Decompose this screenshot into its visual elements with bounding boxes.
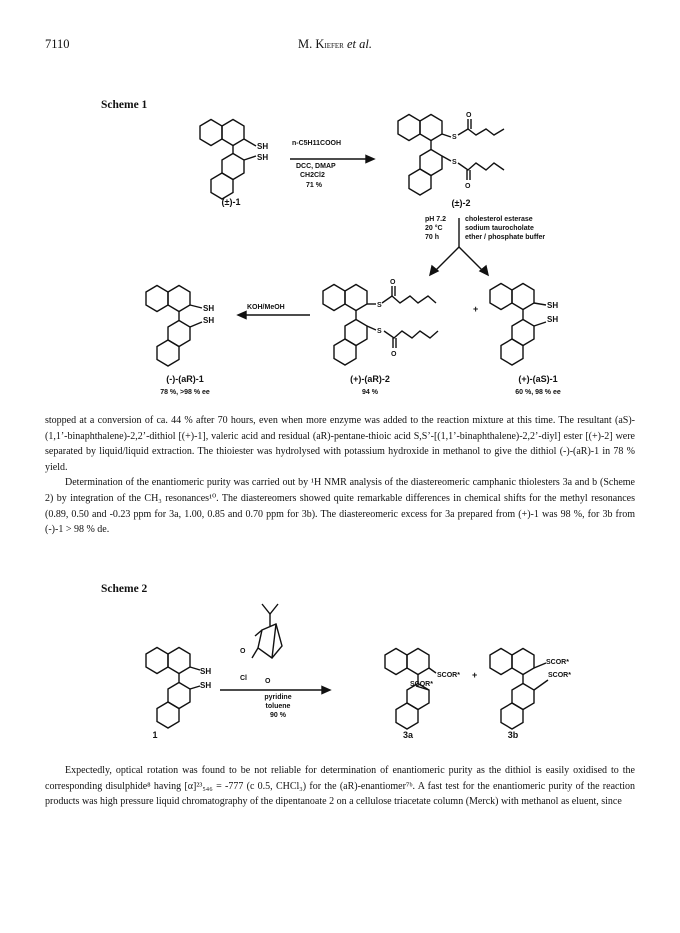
condition-temp: 20 °C (425, 225, 443, 232)
scheme2-drawing (0, 590, 680, 770)
condition-solvent: toluene (265, 703, 291, 710)
sh-label: SH (203, 316, 215, 325)
text-block-2 (45, 763, 635, 810)
hydrolysis-reagent: KOH/MeOH (247, 304, 285, 311)
sh-label: SH (257, 142, 269, 151)
compound-label-3b: 3b (507, 730, 519, 740)
camphanic-thioester-3a-structure (385, 649, 436, 730)
reagent-line1: n-C5H11COOH (292, 140, 342, 147)
reagent-line2: DCC, DMAP (296, 163, 336, 170)
condition-enzyme: cholesterol esterase (465, 216, 533, 223)
oxygen-label: O (466, 112, 472, 119)
running-title-small-caps: iefer (324, 40, 344, 51)
paragraph-1: stopped at a conversion of ca. 44 % after 70 hours, even when more enzyme was added to the reaction mixture at this time. The resultant (aS)-(1,1’-binaphthalene)-2,2’-dithiol [(+)-1], valeric acid and residual (aR)-pentane-thioic acid S,S’-[(1,1’-binaphthalene)-2,2’-diyl] ester [(+)-2] were separated by liquid/liquid extraction. The thioiester was hydrolysed with potassium hydroxide in methanol to give the dithiol (-)-(aR)-1 in 78 % yield. (45, 415, 635, 473)
sh-label: SH (257, 153, 269, 162)
reaction-yield: 71 % (306, 182, 322, 189)
oxygen-label: O (240, 648, 246, 655)
product-label-aR-ester: (+)-(aR)-2 (350, 374, 390, 384)
product-note-aS-dithiol: 60 %, 98 % ee (515, 389, 561, 396)
scheme1-drawing (0, 0, 680, 400)
scor-label: SCOR* (410, 681, 433, 688)
dipentanoate-racemic-structure (398, 115, 504, 196)
running-title-prefix: M. K (298, 37, 325, 51)
condition-additive: sodium taurocholate (465, 225, 534, 232)
sulfur-label: S (377, 328, 382, 335)
camphanic-thioester-3b-structure (490, 649, 548, 730)
oxygen-label: O (390, 279, 396, 286)
sh-label: SH (203, 304, 215, 313)
scor-label: SCOR* (548, 672, 571, 679)
oxygen-label: O (465, 183, 471, 190)
scheme2-title: Scheme 2 (101, 583, 148, 595)
paragraph-2: Determination of the enantiomeric purity was carried out by ¹H NMR analysis of the diastereomeric camphanic thiolesters 3a and b (Scheme 2) by integration of the CH₃ resonances¹⁰. The diastereomers showed quite remarkable differences in chemical shifts for the methyl resonances (0.89, 0.50 and -0.23 ppm for 3a, 1.00, 0.85 and 0.70 ppm for 3b). The diastereomeric excess for 3a prepared from (+)-1 was 98 %, for 3b from (-)-1 > 98 % de. (45, 477, 635, 536)
compound-label-3a: 3a (402, 730, 413, 740)
sulfur-label: S (377, 302, 382, 309)
sh-label: SH (200, 681, 212, 690)
product-label-aR-dithiol: (-)-(aR)-1 (166, 374, 204, 384)
page-number: 7110 (45, 37, 70, 51)
compound-label-start: (±)-1 (221, 197, 241, 207)
sulfur-label: S (452, 134, 457, 141)
plus-sign: + (473, 304, 479, 314)
binaphthyl-dithiol-structure (146, 648, 200, 729)
condition-ph: pH 7.2 (425, 216, 447, 223)
sh-label: SH (547, 315, 559, 324)
chlorine-label: Cl (240, 675, 247, 682)
scor-label: SCOR* (546, 659, 569, 666)
running-title-suffix: et al. (343, 37, 372, 51)
camphanic-chloride-structure (252, 604, 282, 658)
compound-label-1: 1 (152, 730, 158, 740)
binaphthyl-aS-structure (490, 284, 546, 366)
product-note-aR-dithiol: 78 %, >98 % ee (160, 389, 210, 396)
text-block-1 (45, 413, 635, 538)
condition-time: 70 h (425, 234, 440, 241)
scor-label: SCOR* (437, 672, 460, 679)
sh-label: SH (200, 667, 212, 676)
condition-base: pyridine (264, 694, 292, 701)
condition-solvent: ether / phosphate buffer (465, 234, 546, 241)
product-label-aS-dithiol: (+)-(aS)-1 (518, 374, 558, 384)
product-note-aR-ester: 94 % (362, 389, 378, 396)
oxygen-label: O (265, 678, 271, 685)
enzyme-conditions-left (425, 215, 458, 242)
plus-sign: + (472, 670, 478, 680)
binaphthyl-start-structure (200, 120, 256, 200)
scheme2-conditions (258, 693, 298, 720)
reagent-line3: CH2Cl2 (300, 172, 325, 179)
scheme1-title: Scheme 1 (101, 99, 148, 111)
paragraph-3: Expectedly, optical rotation was found to be not reliable for determination of enantiomeric purity as the dithiol is easily oxidised to the corresponding disulphide⁸ having [α]²³₅₄₆ = -777 (c 0.5, CHCl₃) for the (aR)-enantiomer⁷ᵇ. A fast test for the enantiomeric purity of the reaction products was high pressure liquid chromatography of the dipentanoate 2 on a cellulose triacetate column (Merck) with methanol as eluent, since (45, 765, 635, 808)
oxygen-label: O (391, 351, 397, 358)
compound-label-racemic-ester: (±)-2 (451, 198, 471, 208)
enzyme-conditions-right (465, 215, 605, 242)
condition-yield: 90 % (270, 712, 286, 719)
binaphthyl-aR-structure (146, 286, 202, 367)
sh-label: SH (547, 301, 559, 310)
dipentanoate-aR-structure (323, 285, 438, 366)
sulfur-label: S (452, 159, 457, 166)
